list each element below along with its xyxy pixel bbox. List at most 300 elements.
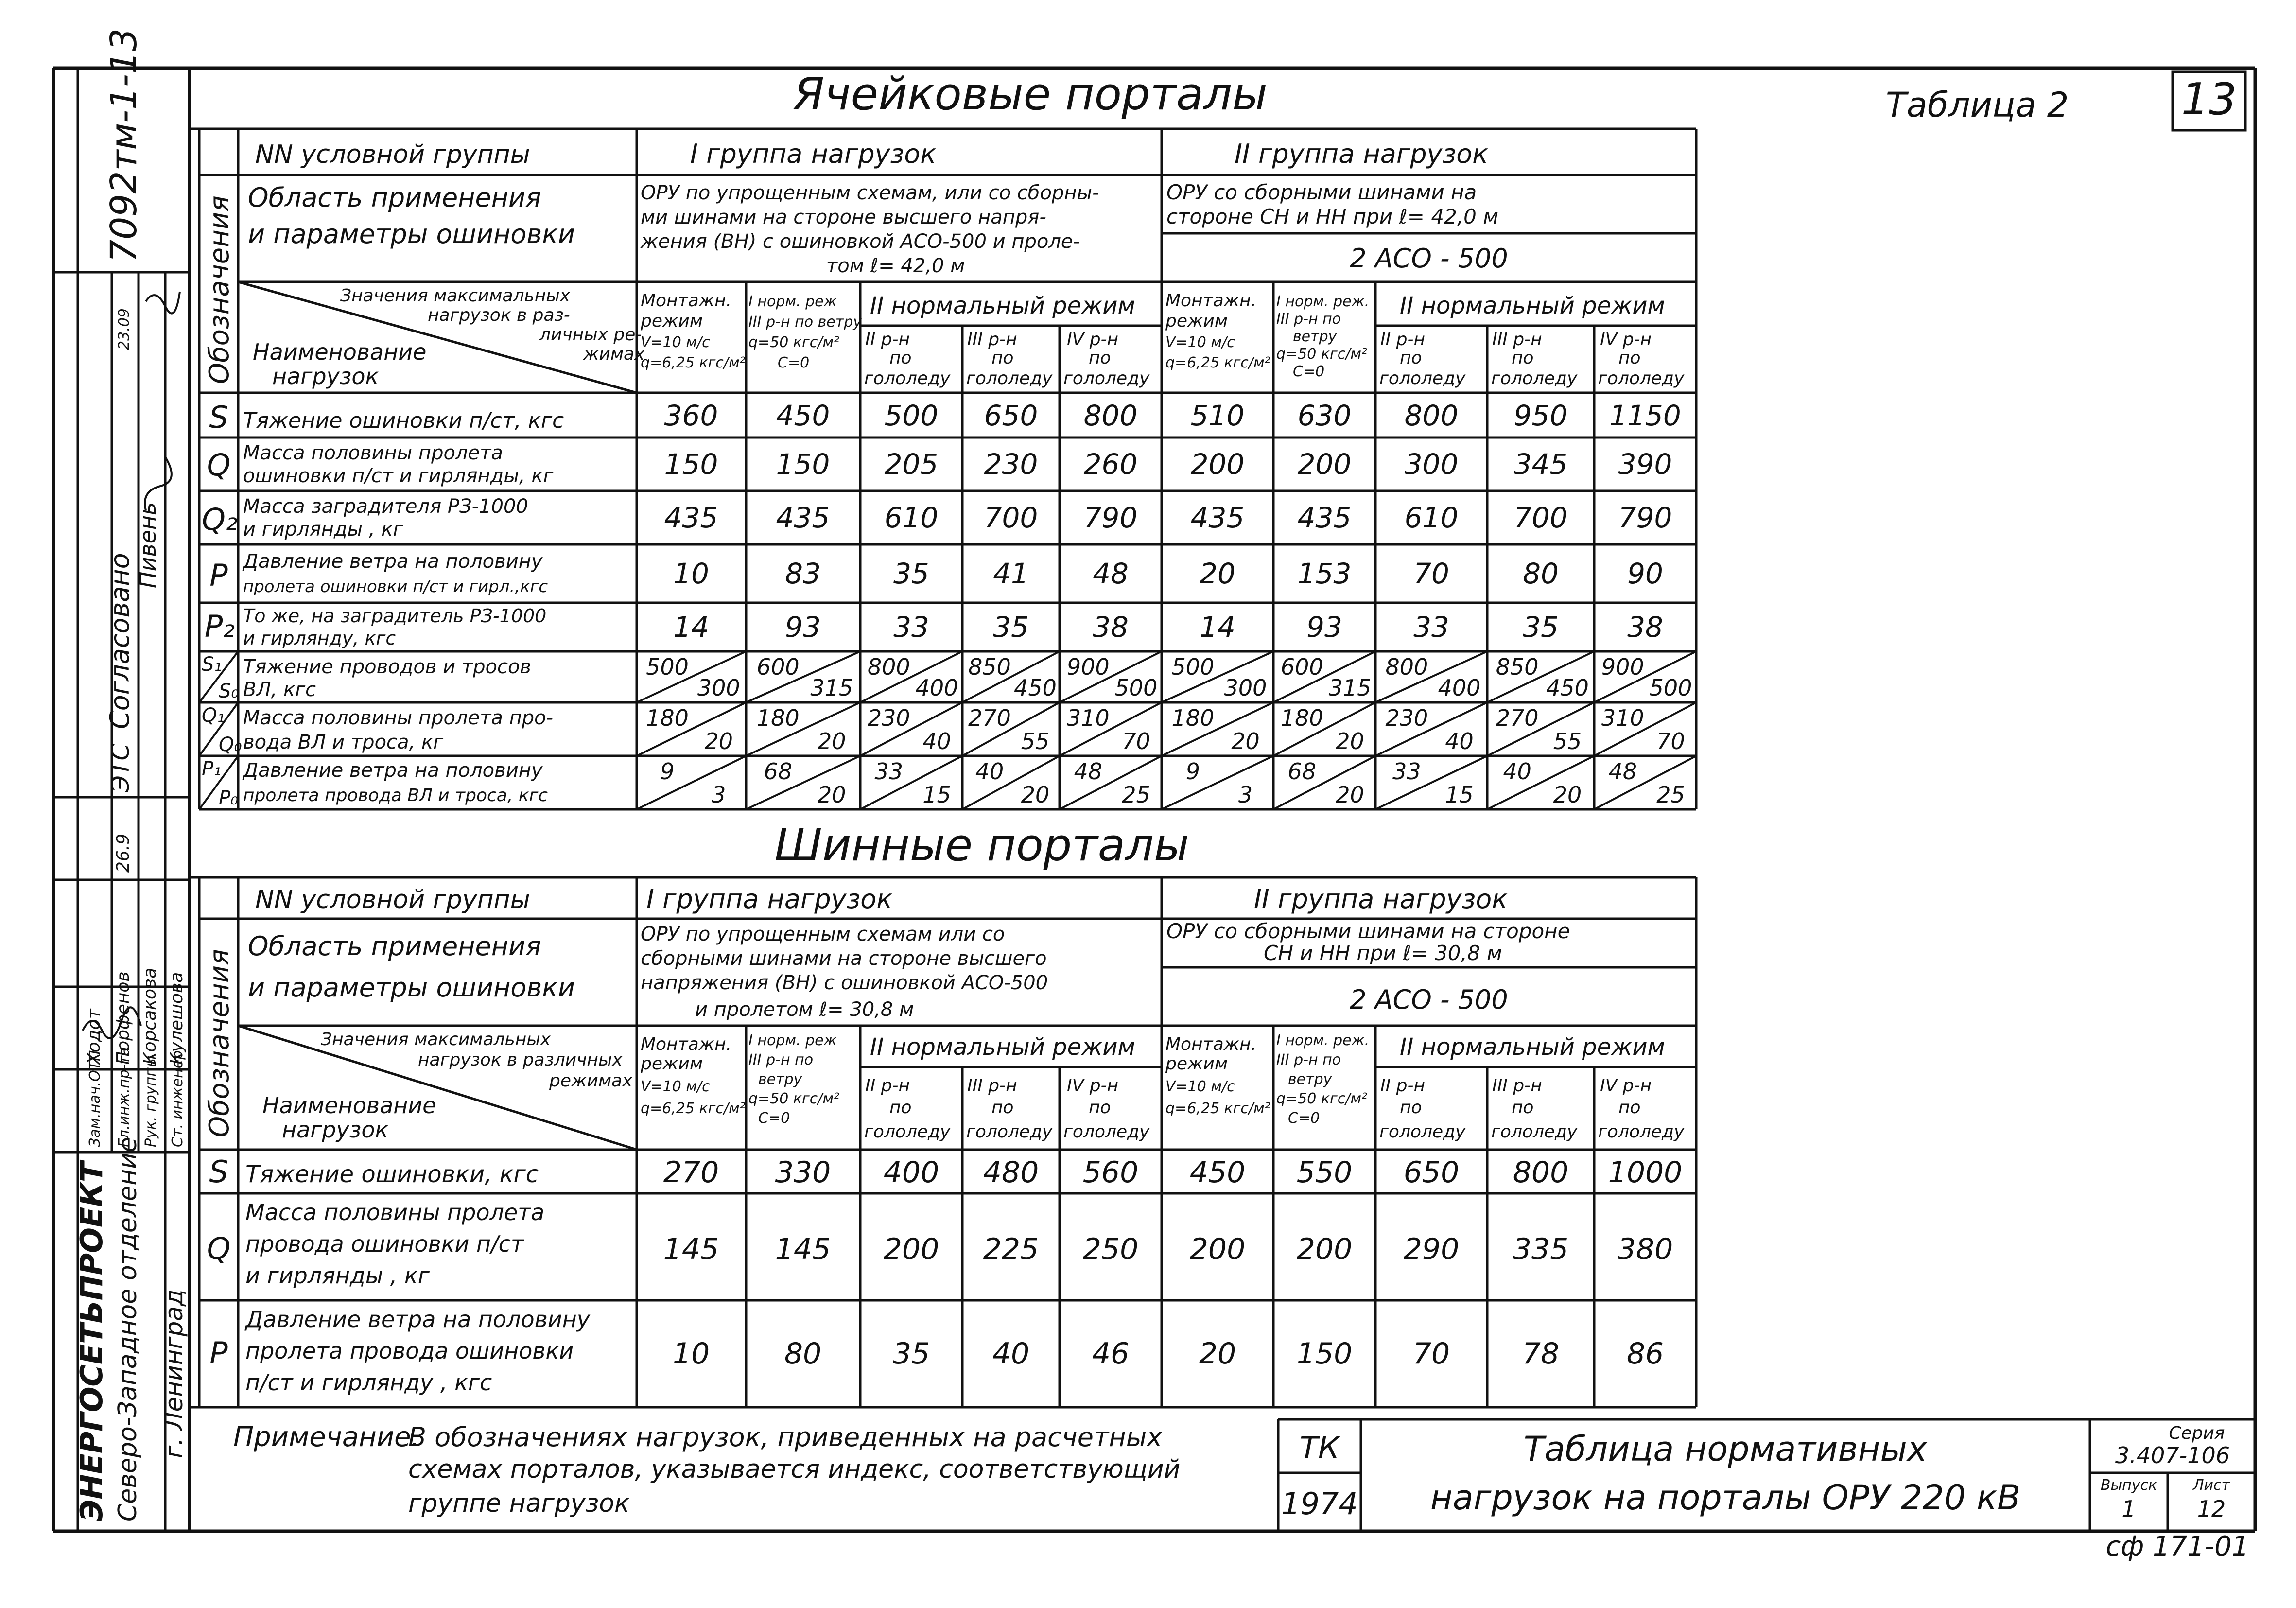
series-value: 3.407-106 [2115, 1442, 2230, 1468]
cell-sub-I-3-a: IV р-н [1067, 330, 1119, 350]
table-row-symbol: S [209, 1154, 228, 1189]
table-cell: 610 [1404, 501, 1459, 534]
split-cell-top: 310 [1601, 705, 1644, 731]
bus-mode-I-1-l3: V=10 м/с [641, 1078, 710, 1095]
cell-diag-top-1: Значения максимальных [340, 286, 570, 306]
table-cell: 150 [1296, 1337, 1353, 1371]
split-symbol-bottom: S₀ [219, 680, 239, 702]
cell-group-label: NN условной группы [255, 140, 530, 169]
table-row-name: Масса заградителя РЗ-1000 [243, 495, 528, 518]
split-symbol-top: P₁ [202, 758, 222, 780]
split-cell-bottom: 15 [1445, 782, 1474, 808]
cell-mode-II-1-l2: режим [1165, 311, 1228, 331]
table-row-symbol: Q₂ [202, 502, 238, 537]
cell-group-II: II группа нагрузок [1235, 139, 1488, 169]
bus-sub-I-3-a: IV р-н [1067, 1076, 1119, 1096]
split-cell-top: 800 [1385, 654, 1428, 680]
table-row-name: То же, на заградитель РЗ-1000 [243, 605, 547, 627]
bus-diag-bottom-2: нагрузок [282, 1117, 389, 1143]
split-cell-bottom: 70 [1656, 728, 1685, 754]
cell-scope-I-4: том ℓ= 42,0 м [826, 255, 965, 277]
split-symbol-bottom: Q₀ [219, 734, 242, 756]
bus-mode-I-2-l3: ветру [758, 1071, 802, 1088]
bus-mode-II-1-l4: q=6,25 кгс/м² [1165, 1100, 1270, 1117]
table-row-symbol: P [209, 1335, 228, 1371]
table-cell: 41 [993, 557, 1029, 590]
bus-diag-bottom-1: Наименование [262, 1092, 436, 1119]
split-cell-top: 500 [1171, 654, 1215, 680]
split-cell-bottom: 20 [1231, 728, 1260, 754]
split-cell-top: 500 [646, 654, 689, 680]
table-cell: 790 [1618, 501, 1672, 534]
title-block [1278, 1419, 2255, 1562]
cell-sub-II-1-a: II р-н [1380, 330, 1426, 350]
cell-mode-II-3: II нормальный режим [1400, 292, 1665, 319]
cell-sub-II-2-c: гололеду [1491, 368, 1578, 388]
bus-sub-I-2-a: III р-н [967, 1076, 1017, 1096]
table-cell: 14 [1200, 611, 1235, 644]
agreed-label: Согласовано [104, 553, 135, 729]
table-cell: 20 [1199, 1337, 1236, 1371]
split-cell-top: 9 [660, 758, 675, 785]
split-cell-top: 180 [1280, 705, 1323, 731]
cell-diag-top-4: жимах [583, 344, 645, 364]
drawing-title-2: нагрузок на порталы ОРУ 220 кВ [1430, 1478, 2021, 1518]
bus-mode-II-2-l2: III р-н по [1276, 1051, 1341, 1068]
table-row-name: Давление ветра на половину [243, 550, 543, 573]
table-row-name: пролета провода ВЛ и троса, кгс [243, 786, 548, 805]
table-cell: 70 [1413, 557, 1449, 590]
bus-sub-II-1-c: гололеду [1379, 1122, 1466, 1142]
split-cell-bottom: 3 [712, 782, 726, 808]
cell-sub-I-3-b: по [1089, 348, 1111, 368]
table-cell: 10 [673, 557, 709, 590]
cell-sub-I-2-c: гололеду [966, 368, 1053, 388]
bus-mode-I-2-l4: q=50 кгс/м² [748, 1090, 840, 1107]
table-cell: 78 [1522, 1337, 1560, 1371]
table-cell: 200 [1297, 448, 1352, 481]
split-cell-top: 850 [968, 654, 1011, 680]
split-symbol-top: S₁ [202, 653, 222, 676]
cell-mode-II-2-l1: I норм. реж. [1276, 293, 1370, 310]
table-cell: 800 [1513, 1155, 1569, 1189]
bus-scope-II-2: СН и НН при ℓ= 30,8 м [1264, 941, 1502, 965]
cell-sub-I-2-b: по [991, 348, 1014, 368]
bus-sub-I-1-b: по [889, 1098, 912, 1118]
role-1: Зам.нач.ОТП [87, 1050, 104, 1147]
table-cell: 145 [663, 1232, 719, 1266]
table-cell: 610 [884, 501, 939, 534]
bus-portals-title: Шинные порталы [774, 819, 1189, 871]
note [233, 1421, 1180, 1518]
cell-group-I: I группа нагрузок [690, 139, 936, 169]
cell-split-values [637, 651, 1696, 809]
table-row-name: ошиновки п/ст и гирлянды, кг [243, 465, 554, 487]
table-row-symbol: P [209, 558, 228, 593]
table-row-name: Масса половины пролета [243, 442, 503, 464]
bus-mode-II-1-l3: V=10 м/с [1165, 1078, 1235, 1095]
split-cell-top: 180 [1171, 705, 1215, 731]
cell-sub-II-2-a: III р-н [1492, 330, 1542, 350]
split-cell-bottom: 400 [915, 675, 958, 701]
table-row-name: Тяжение ошиновки п/ст, кгс [243, 408, 564, 433]
bus-conductor-II: 2 АСО - 500 [1350, 984, 1508, 1015]
cell-oboznach: Обозначения [204, 195, 235, 384]
cell-mode-I-1-l1: Монтажн. [641, 291, 732, 311]
cell-mode-I-2-l2: III р-н по ветру [748, 314, 862, 331]
split-cell-bottom: 400 [1438, 675, 1481, 701]
split-cell-bottom: 20 [817, 782, 846, 808]
table-cell: 435 [1297, 501, 1352, 534]
name-2: Порфенов [113, 971, 133, 1065]
table-cell: 330 [775, 1155, 831, 1189]
cell-scope-label-2: и параметры ошиновки [248, 219, 575, 249]
cell-diagonal [637, 756, 746, 809]
signature-2 [146, 292, 180, 314]
cell-scope-I-3: жения (ВН) с ошиновкой АСО-500 и проле- [641, 230, 1080, 253]
cell-scope-II-1: ОРУ со сборными шинами на [1166, 180, 1477, 204]
table-row-name: Тяжение проводов и тросов [243, 656, 532, 678]
split-cell-bottom: 20 [817, 728, 846, 754]
table-cell: 35 [1523, 611, 1559, 644]
cell-mode-I-1-l4: q=6,25 кгс/м² [641, 354, 746, 371]
bus-sub-I-2-b: по [991, 1098, 1014, 1118]
cell-scope-label-1: Область применения [248, 182, 541, 213]
cell-sub-I-1-a: II р-н [865, 330, 910, 350]
split-cell-top: 40 [1503, 758, 1531, 785]
table-row-name: Давление ветра на половину [243, 759, 543, 782]
bus-values [663, 1155, 1683, 1371]
table-cell: 1150 [1609, 399, 1681, 432]
split-cell-top: 180 [646, 705, 689, 731]
bus-group-I: I группа нагрузок [646, 884, 892, 914]
table-row-symbol: P₂ [204, 609, 235, 644]
cell-diag-bottom-1: Наименование [253, 339, 427, 365]
name-4: Кулешова [167, 972, 187, 1065]
table-cell: 225 [983, 1232, 1039, 1266]
split-cell-bottom: 20 [1021, 782, 1050, 808]
table-cell: 40 [992, 1337, 1030, 1371]
split-cell-bottom: 450 [1014, 675, 1057, 701]
table-row-name: Давление ветра на половину [245, 1306, 591, 1332]
table-cell: 46 [1092, 1337, 1130, 1371]
cell-mode-I-2-l1: I норм. реж [748, 293, 837, 310]
cell-diag-top-3: личных ре- [539, 325, 642, 345]
table-cell: 20 [1200, 557, 1235, 590]
table-cell: 150 [664, 448, 718, 481]
split-cell-bottom: 40 [1445, 728, 1474, 754]
table-cell: 38 [1627, 611, 1663, 644]
split-symbol-bottom: P₀ [219, 787, 239, 809]
bus-mode-I-2-l2: III р-н по [748, 1051, 814, 1068]
role-4: Ст. инженер [169, 1050, 186, 1147]
bus-diag-top-3: режимах [549, 1071, 633, 1091]
table-cell: 93 [785, 611, 821, 644]
sheet-label: Лист [2192, 1477, 2230, 1494]
cell-mode-II-2-l4: q=50 кгс/м² [1276, 346, 1368, 363]
note-line-1: В обозначениях нагрузок, приведенных на расчетных [408, 1422, 1163, 1452]
split-cell-top: 48 [1608, 758, 1637, 785]
bus-group-II: II группа нагрузок [1254, 884, 1508, 914]
bus-scope-label-2: и параметры ошиновки [248, 972, 575, 1003]
cell-mode-I-3: II нормальный режим [870, 292, 1135, 319]
name-3: Корсакова [140, 967, 160, 1065]
table-cell: 93 [1306, 611, 1342, 644]
bus-scope-label-1: Область применения [248, 931, 541, 961]
bus-scope-I-1: ОРУ по упрощенным схемам или со [641, 923, 1005, 945]
table-cell: 650 [984, 399, 1038, 432]
role-2: Гл.инж.пр-та [116, 1047, 133, 1147]
bus-sub-I-3-c: гололеду [1063, 1122, 1150, 1142]
table-row-name: и гирлянды , кг [243, 518, 403, 541]
table-cell: 80 [784, 1337, 822, 1371]
split-cell-top: 230 [1385, 705, 1428, 731]
bus-mode-I-1-l2: режим [641, 1054, 703, 1074]
cell-sub-I-2-a: III р-н [967, 330, 1017, 350]
bus-sub-II-1-b: по [1400, 1098, 1422, 1118]
table-cell: 950 [1513, 399, 1568, 432]
cell-scope-II-2: стороне СН и НН при ℓ= 42,0 м [1166, 205, 1498, 228]
table-cell: 630 [1297, 399, 1352, 432]
cell-mode-I-1-l3: V=10 м/с [641, 334, 710, 351]
cell-sub-II-3-a: IV р-н [1600, 330, 1652, 350]
table-cell: 70 [1412, 1337, 1450, 1371]
split-cell-bottom: 315 [810, 675, 853, 701]
tk-label: ТК [1300, 1430, 1339, 1466]
table-cell: 86 [1626, 1337, 1664, 1371]
bus-data-rows [207, 1154, 591, 1396]
split-cell-top: 270 [968, 705, 1011, 731]
table-cell: 33 [1413, 611, 1449, 644]
split-cell-bottom: 300 [697, 675, 740, 701]
cell-split-rows [199, 651, 553, 809]
doc-code: 7092тм-1-13 [103, 28, 145, 262]
split-cell-bottom: 55 [1021, 728, 1050, 754]
cell-scope-I-2: ми шинами на стороне высшего напря- [641, 206, 1046, 228]
table-cell: 345 [1513, 448, 1568, 481]
bus-oboznach: Обозначения [204, 949, 235, 1137]
split-cell-top: 600 [1280, 654, 1323, 680]
split-cell-bottom: 315 [1328, 675, 1372, 701]
cell-values [664, 399, 1681, 644]
split-cell-top: 230 [867, 705, 910, 731]
bus-scope-II-1: ОРУ со сборными шинами на стороне [1166, 919, 1570, 943]
bus-mode-II-2-l3: ветру [1288, 1071, 1332, 1088]
split-cell-bottom: 20 [1336, 782, 1364, 808]
bus-scope-I-3: напряжения (ВН) с ошиновкой АСО-500 [641, 972, 1048, 994]
bus-mode-I-3: II нормальный режим [870, 1033, 1135, 1061]
table-cell: 230 [984, 448, 1038, 481]
table-cell: 800 [1404, 399, 1459, 432]
bus-group-label: NN условной группы [255, 885, 530, 914]
table-cell: 200 [883, 1232, 939, 1266]
bus-sub-II-1-a: II р-н [1380, 1076, 1426, 1096]
split-cell-bottom: 20 [1336, 728, 1364, 754]
bus-sub-I-2-c: гололеду [966, 1122, 1053, 1142]
cell-mode-I-1-l2: режим [641, 311, 703, 331]
table-cell: 205 [884, 448, 939, 481]
table-row-name: Тяжение ошиновки, кгс [245, 1161, 539, 1188]
table-cell: 35 [993, 611, 1029, 644]
split-cell-bottom: 15 [922, 782, 951, 808]
table-cell: 800 [1083, 399, 1138, 432]
table-cell: 35 [893, 557, 929, 590]
cell-sub-II-1-b: по [1400, 348, 1422, 368]
split-cell-top: 33 [1392, 758, 1421, 785]
issue-label: Выпуск [2100, 1477, 2157, 1494]
table-row-name: вода ВЛ и троса, кг [243, 731, 444, 753]
table-cell: 450 [776, 399, 830, 432]
table-cell: 35 [892, 1337, 930, 1371]
cell-mode-I-2-l3: q=50 кгс/м² [748, 334, 840, 351]
table-cell: 435 [776, 501, 830, 534]
bus-mode-II-1-l1: Монтажн. [1165, 1034, 1257, 1054]
org-branch: Северо-Западное отделение [113, 1137, 142, 1521]
split-cell-bottom: 20 [1553, 782, 1582, 808]
cell-mode-II-1-l3: V=10 м/с [1165, 334, 1235, 351]
side-stamp [53, 28, 190, 1531]
table-cell: 250 [1082, 1232, 1139, 1266]
table-cell: 390 [1618, 448, 1672, 481]
split-cell-bottom: 300 [1224, 675, 1267, 701]
bus-sub-I-1-c: гололеду [864, 1122, 951, 1142]
table-cell: 270 [663, 1155, 719, 1189]
sheet-number-box [2173, 72, 2245, 130]
cell-mode-II-2-l2: III р-н по [1276, 311, 1341, 328]
cell-conductor-II: 2 АСО - 500 [1350, 243, 1508, 274]
cell-sub-I-3-c: гололеду [1063, 368, 1150, 388]
cell-diagonal [1162, 756, 1273, 809]
bus-sub-II-3-a: IV р-н [1600, 1076, 1652, 1096]
table-cell: 335 [1513, 1232, 1569, 1266]
split-cell-top: 310 [1066, 705, 1110, 731]
table-cell: 700 [1513, 501, 1568, 534]
bus-diag-top-2: нагрузок в различных [418, 1050, 623, 1070]
split-symbol-top: Q₁ [202, 704, 225, 727]
split-cell-bottom: 55 [1553, 728, 1582, 754]
table-cell: 360 [664, 399, 718, 432]
sheet-value: 12 [2197, 1496, 2226, 1522]
table-row-symbol: Q [207, 447, 231, 483]
split-cell-top: 68 [1287, 758, 1317, 785]
table-cell: 48 [1093, 557, 1129, 590]
table-row-name: пролета ошиновки п/ст и гирл.,кгс [243, 577, 548, 596]
split-cell-top: 800 [867, 654, 910, 680]
table-cell: 560 [1082, 1155, 1139, 1189]
cell-mode-II-2-l5: С=0 [1293, 363, 1325, 380]
cell-portals-title: Ячейковые порталы [793, 68, 1268, 120]
cell-sub-I-1-c: гололеду [864, 368, 951, 388]
bus-mode-II-3: II нормальный режим [1400, 1033, 1665, 1061]
bus-sub-II-2-b: по [1512, 1098, 1534, 1118]
note-line-2: схемах порталов, указывается индекс, соответствующий [408, 1455, 1181, 1484]
bus-diag-top-1: Значения максимальных [321, 1030, 551, 1049]
table-row-name: и гирлянду, кгс [243, 628, 396, 649]
bus-sub-I-3-b: по [1089, 1098, 1111, 1118]
table-cell: 260 [1083, 448, 1138, 481]
cell-sub-II-3-b: по [1618, 348, 1641, 368]
split-cell-top: 68 [764, 758, 793, 785]
agreed-date-2: 23.09 [116, 308, 133, 350]
table-cell: 83 [785, 557, 821, 590]
table-cell: 1000 [1608, 1155, 1683, 1189]
table-cell: 400 [883, 1155, 939, 1189]
table-cell: 290 [1403, 1232, 1460, 1266]
split-cell-bottom: 25 [1122, 782, 1150, 808]
drawing-title-1: Таблица нормативных [1523, 1429, 1928, 1469]
cell-mode-II-1-l1: Монтажн. [1165, 291, 1257, 311]
bus-mode-II-2-l1: I норм. реж. [1276, 1032, 1370, 1049]
cell-mode-II-1-l4: q=6,25 кгс/м² [1165, 354, 1270, 371]
bus-mode-I-1-l4: q=6,25 кгс/м² [641, 1100, 746, 1117]
cell-sub-II-1-c: гололеду [1379, 368, 1466, 388]
note-label: Примечание. [233, 1421, 420, 1453]
table-cell: 90 [1627, 557, 1663, 590]
table-row-symbol: Q [207, 1231, 231, 1266]
table-cell: 200 [1296, 1232, 1353, 1266]
bus-sub-II-2-c: гололеду [1491, 1122, 1578, 1142]
bus-mode-I-1-l1: Монтажн. [641, 1034, 732, 1054]
table-row-name: Масса половины пролета [245, 1199, 545, 1225]
split-cell-top: 600 [756, 654, 800, 680]
agreed-person: Пивень [135, 502, 161, 588]
bus-scope-I-2: сборными шинами на стороне высшего [641, 947, 1047, 970]
table-cell: 150 [776, 448, 830, 481]
table-cell: 200 [1190, 448, 1245, 481]
table-cell: 80 [1523, 557, 1559, 590]
split-cell-top: 900 [1066, 654, 1110, 680]
cell-sub-I-1-b: по [889, 348, 912, 368]
cell-mode-II-2-l3: ветру [1293, 328, 1337, 345]
footer-code: сф 171-01 [2105, 1531, 2249, 1562]
split-cell-bottom: 500 [1649, 675, 1692, 701]
bus-mode-II-1-l2: режим [1165, 1054, 1228, 1074]
split-cell-bottom: 450 [1546, 675, 1589, 701]
cell-sub-II-3-c: гололеду [1598, 368, 1685, 388]
org-city: г. Ленинград [160, 1289, 188, 1458]
table-row-name: п/ст и гирлянду , кгс [245, 1369, 492, 1396]
cell-diag-bottom-2: нагрузок [272, 363, 379, 389]
split-cell-top: 9 [1185, 758, 1200, 785]
table-row-name: Масса половины пролета про- [243, 707, 554, 729]
table-cell: 510 [1190, 399, 1245, 432]
cell-sub-II-2-b: по [1512, 348, 1534, 368]
cell-scope-I-1: ОРУ по упрощенным схемам, или со сборны- [641, 182, 1099, 204]
table-cell: 33 [893, 611, 929, 644]
table-cell: 153 [1297, 557, 1352, 590]
cell-mode-I-2-l4: С=0 [778, 354, 810, 371]
table-cell: 700 [984, 501, 1038, 534]
org-name: ЭНЕРГОСЕТЬПРОЕКТ [74, 1161, 109, 1521]
agreed-dept: ЭТС [106, 743, 135, 792]
sheet-number: 13 [2181, 74, 2237, 125]
split-cell-bottom: 500 [1114, 675, 1158, 701]
split-cell-top: 850 [1496, 654, 1539, 680]
split-cell-top: 180 [756, 705, 800, 731]
note-line-3: группе нагрузок [408, 1489, 630, 1518]
table-row-name: ВЛ, кгс [243, 679, 316, 701]
split-cell-bottom: 20 [704, 728, 733, 754]
role-3: Рук. группы [142, 1055, 159, 1147]
split-cell-top: 40 [975, 758, 1004, 785]
split-cell-bottom: 3 [1238, 782, 1253, 808]
bus-sub-I-1-a: II р-н [865, 1076, 910, 1096]
table-cell: 790 [1083, 501, 1138, 534]
split-cell-bottom: 70 [1122, 728, 1150, 754]
split-cell-top: 270 [1496, 705, 1539, 731]
bus-scope-I-4: и пролетом ℓ= 30,8 м [695, 998, 914, 1021]
table-cell: 650 [1403, 1155, 1460, 1189]
